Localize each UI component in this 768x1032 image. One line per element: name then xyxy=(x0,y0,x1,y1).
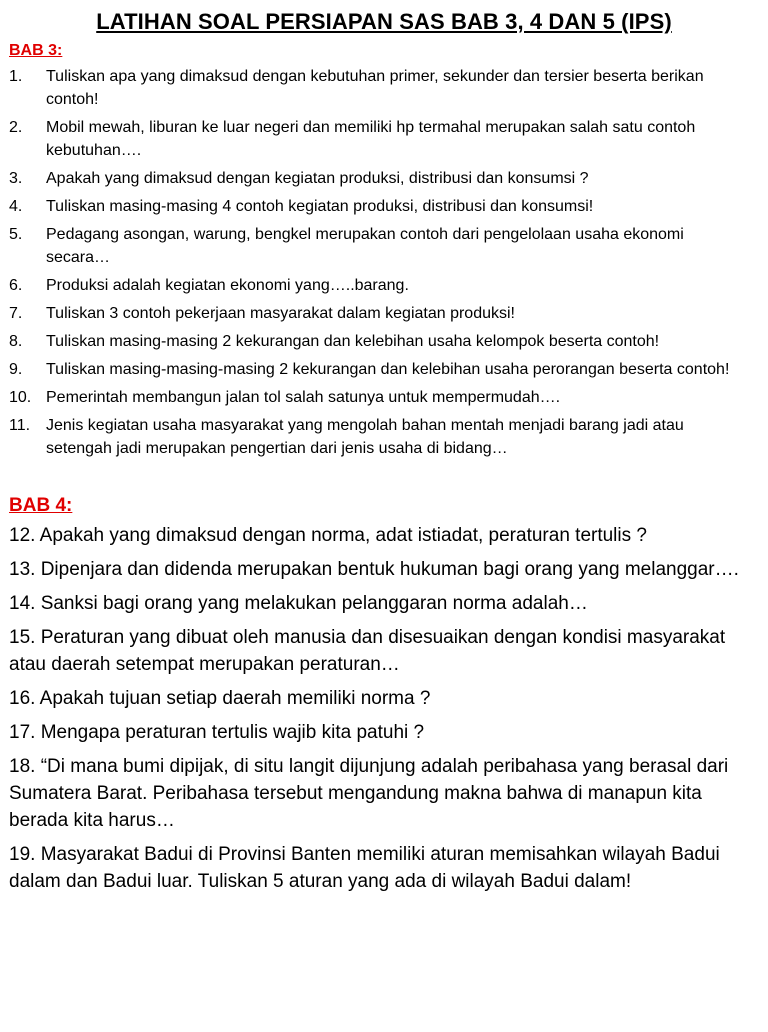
question-text: Tuliskan masing-masing 4 contoh kegiatan produksi, distribusi dan konsumsi! xyxy=(46,198,594,215)
question-item-11 xyxy=(0,414,768,460)
question-item-16: 16. Apakah tujuan setiap daerah memiliki norma ? xyxy=(9,688,431,709)
question-text: Tuliskan masing-masing 2 kekurangan dan kelebihan usaha kelompok beserta contoh! xyxy=(46,333,660,350)
question-text: Produksi adalah kegiatan ekonomi yang…..barang. xyxy=(46,277,409,294)
question-number: 9. xyxy=(9,361,23,378)
question-item-3 xyxy=(0,167,768,190)
question-number: 10. xyxy=(9,389,32,406)
question-text: Pemerintah membangun jalan tol salah satunya untuk mempermudah…. xyxy=(46,389,561,406)
question-item-6 xyxy=(0,274,768,297)
bab4-heading: BAB 4: xyxy=(9,495,73,516)
bab4-section xyxy=(0,494,768,895)
bab4-question-list xyxy=(0,522,768,895)
question-text: Mobil mewah, liburan ke luar negeri dan memiliki hp termahal merupakan salah satu contoh kebutuhan…. xyxy=(46,119,696,159)
question-text: Tuliskan masing-masing-masing 2 kekurangan dan kelebihan usaha perorangan beserta contoh! xyxy=(46,361,730,378)
bab3-heading: BAB 3: xyxy=(9,42,63,59)
question-text: Jenis kegiatan usaha masyarakat yang mengolah bahan mentah menjadi barang jadi atau setengah jadi merupakan pengertian dari jenis usaha di bidang… xyxy=(46,417,684,457)
question-item-5 xyxy=(0,223,768,269)
question-number: 8. xyxy=(9,333,23,350)
question-text: Tuliskan apa yang dimaksud dengan kebutuhan primer, sekunder dan tersier beserta berikan contoh! xyxy=(46,68,704,108)
question-item-12: 12. Apakah yang dimaksud dengan norma, adat istiadat, peraturan tertulis ? xyxy=(9,525,647,546)
question-item-8 xyxy=(0,330,768,353)
question-text: Tuliskan 3 contoh pekerjaan masyarakat dalam kegiatan produksi! xyxy=(46,305,515,322)
question-item-19: 19. Masyarakat Badui di Provinsi Banten memiliki aturan memisahkan wilayah Badui dalam dan Badui luar. Tuliskan 5 aturan yang ada di wilayah Badui dalam! xyxy=(9,844,720,892)
question-number: 6. xyxy=(9,277,23,294)
question-number: 1. xyxy=(9,68,23,85)
question-item-17: 17. Mengapa peraturan tertulis wajib kita patuhi ? xyxy=(9,722,425,743)
question-item-13: 13. Dipenjara dan didenda merupakan bentuk hukuman bagi orang yang melanggar…. xyxy=(9,559,739,580)
question-text: Apakah yang dimaksud dengan kegiatan produksi, distribusi dan konsumsi ? xyxy=(46,170,589,187)
question-number: 2. xyxy=(9,119,23,136)
question-item-9 xyxy=(0,358,768,381)
question-number: 4. xyxy=(9,198,23,215)
question-item-14: 14. Sanksi bagi orang yang melakukan pelanggaran norma adalah… xyxy=(9,593,588,614)
document-title: LATIHAN SOAL PERSIAPAN SAS BAB 3, 4 DAN 5 (IPS) xyxy=(96,9,672,34)
question-item-10 xyxy=(0,386,768,409)
bab3-question-list xyxy=(0,65,768,460)
question-number: 5. xyxy=(9,226,23,243)
question-item-4 xyxy=(0,195,768,218)
question-item-7 xyxy=(0,302,768,325)
question-item-2 xyxy=(0,116,768,162)
question-number: 7. xyxy=(9,305,23,322)
bab3-section xyxy=(0,41,768,460)
question-item-1 xyxy=(0,65,768,111)
question-number: 11. xyxy=(9,417,31,434)
question-number: 3. xyxy=(9,170,23,187)
question-item-18: 18. “Di mana bumi dipijak, di situ langit dijunjung adalah peribahasa yang berasal dari Sumatera Barat. Peribahasa tersebut mengandung makna bahwa di manapun kita berada kita harus… xyxy=(9,756,729,831)
question-item-15: 15. Peraturan yang dibuat oleh manusia dan disesuaikan dengan kondisi masyarakat atau daerah setempat merupakan peraturan… xyxy=(9,627,726,675)
question-text: Pedagang asongan, warung, bengkel merupakan contoh dari pengelolaan usaha ekonomi secara… xyxy=(46,226,684,266)
